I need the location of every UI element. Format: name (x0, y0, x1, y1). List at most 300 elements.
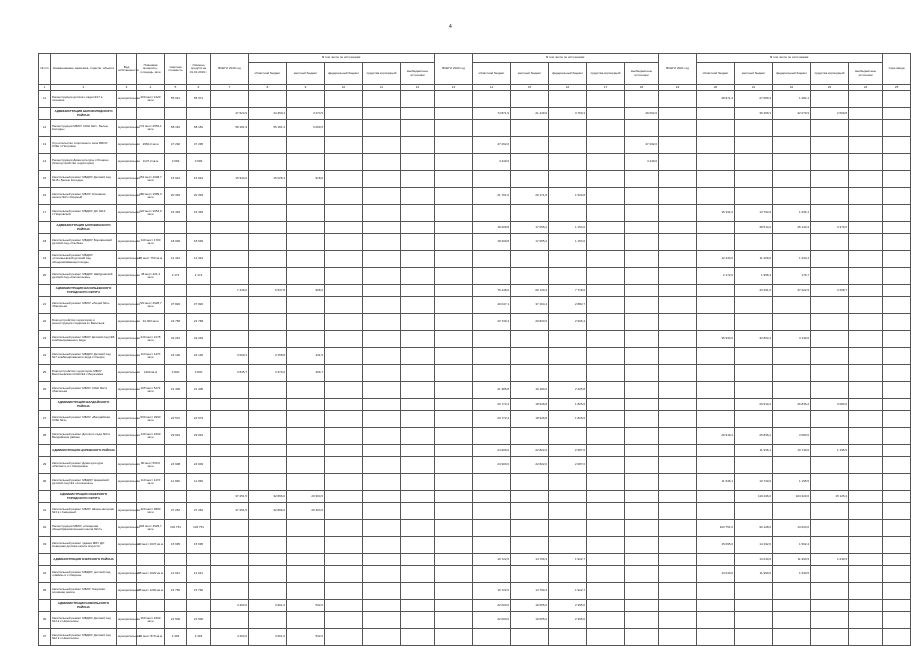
row-num (39, 491, 51, 503)
amount-cell (587, 428, 625, 445)
amount-cell: 14 799,3 (511, 554, 549, 566)
amount-cell: 45 143,4 (773, 222, 811, 234)
amount-cell (773, 411, 811, 428)
amount-cell (363, 566, 401, 583)
column-number: 2 (51, 85, 117, 91)
ownership-cell: муниципальная (117, 331, 137, 348)
row-num: 14 (39, 154, 51, 171)
ostatok-cell: 15 760 (187, 583, 211, 600)
amount-cell (625, 612, 659, 629)
amount-cell: 36 459,3 (735, 108, 773, 120)
amount-cell (549, 137, 587, 154)
amount-cell (735, 188, 773, 205)
capacity-cell: 200 мест 2120 кв.м (137, 91, 165, 108)
amount-cell (249, 331, 287, 348)
amount-cell: 15 944,0 (211, 171, 249, 188)
object-name: Капитальный ремонт МБДОУ Детский сад №7 комбинированного вида с.Озерки (51, 348, 117, 365)
amount-cell (849, 445, 883, 457)
amount-cell (435, 583, 473, 600)
amount-cell (435, 566, 473, 583)
amount-cell: 18 209,8 (473, 222, 511, 234)
amount-cell (625, 554, 659, 566)
amount-cell (435, 331, 473, 348)
section-row (39, 600, 911, 612)
table-row (39, 91, 911, 108)
amount-cell (363, 331, 401, 348)
amount-cell: 1 825,6 (549, 411, 587, 428)
section-title: АДМИНИСТРАЦИЯ БОРОВИНСКОГО РАЙОНА (51, 222, 117, 234)
amount-cell (659, 537, 697, 554)
capacity-cell: 110 мест 1170 кв.м (137, 474, 165, 491)
amount-cell (363, 108, 401, 120)
amount-cell: 3 379,0 (249, 365, 287, 382)
empty-cell (187, 554, 211, 566)
amount-cell (883, 205, 911, 222)
amount-cell (363, 612, 401, 629)
amount-cell (325, 365, 363, 382)
amount-cell (435, 445, 473, 457)
row-num: 25 (39, 365, 51, 382)
header-name: Наименование заказчика, отрасли, объекта (51, 54, 117, 85)
amount-cell (325, 566, 363, 583)
amount-cell (697, 600, 735, 612)
amount-cell (211, 612, 249, 629)
capacity-cell: 120 мест 2054,9 кв.м (137, 205, 165, 222)
page-number: 4 (449, 24, 452, 30)
object-name: Капитальный ремонт МБДОУ «Соловьевский детский сад общеразвивающего вида» (51, 251, 117, 268)
row-num: 13 (39, 137, 51, 154)
amount-cell (849, 268, 883, 285)
amount-cell (211, 537, 249, 554)
amount-cell (401, 120, 435, 137)
object-name: Реконструкция МБОУ СОШ №2 г. Белые Колодцы (51, 120, 117, 137)
amount-cell (697, 108, 735, 120)
amount-cell (287, 268, 325, 285)
row-num (39, 108, 51, 120)
capacity-cell: 772 мест 2054,1 кв.м (137, 120, 165, 137)
amount-cell (549, 537, 587, 554)
smeta-cell: 3 840 (165, 365, 187, 382)
amount-cell (549, 474, 587, 491)
row-num: 33 (39, 537, 51, 554)
amount-cell (287, 222, 325, 234)
empty-cell (117, 445, 137, 457)
column-number: 12 (401, 85, 435, 91)
object-name: Капитальный ремонт Дома культуры «Рассвет» в с.Смирновка (51, 457, 117, 474)
amount-cell (659, 314, 697, 331)
amount-cell (435, 554, 473, 566)
amount-cell (363, 222, 401, 234)
ostatok-cell: 55 071 (187, 91, 211, 108)
table-row (39, 251, 911, 268)
empty-cell (137, 491, 165, 503)
object-name: Капитальный ремонт МБОУ Озерская основная школа (51, 583, 117, 600)
amount-cell (811, 348, 849, 365)
amount-cell: 28 971,4 (697, 91, 735, 108)
header-smeta: Сметная стоимость (165, 54, 187, 85)
amount-cell (849, 154, 883, 171)
object-name: Капитальный ремонт МБДОУ ДС №14 с.Покровский (51, 205, 117, 222)
amount-cell (435, 457, 473, 474)
ownership-cell: муниципальная (117, 503, 137, 520)
header-src-oblast: областной бюджет (697, 63, 735, 85)
amount-cell (401, 503, 435, 520)
amount-cell (587, 457, 625, 474)
amount-cell (849, 583, 883, 600)
amount-cell: 14 192,6 (735, 537, 773, 554)
table-row (39, 137, 911, 154)
amount-cell (325, 491, 363, 503)
amount-cell (849, 137, 883, 154)
object-name: Капитальный ремонт МБДОУ Царевский детский сад №1 «Солнышко» (51, 474, 117, 491)
amount-cell (211, 137, 249, 154)
amount-cell (587, 520, 625, 537)
amount-cell (811, 365, 849, 382)
amount-cell (735, 503, 773, 520)
object-name: Реконструкция МБОУ «Северная общеобразовательная школа №17» (51, 520, 117, 537)
amount-cell (849, 503, 883, 520)
ownership-cell: муниципальная (117, 566, 137, 583)
amount-cell (511, 268, 549, 285)
amount-cell (511, 154, 549, 171)
amount-cell: 22 000,0 (473, 612, 511, 629)
amount-cell (363, 188, 401, 205)
amount-cell (549, 491, 587, 503)
amount-cell (625, 457, 659, 474)
amount-cell (849, 222, 883, 234)
header-capacity: Плановая мощность, площадь, кв.м (137, 54, 165, 85)
amount-cell (659, 188, 697, 205)
amount-cell: 3 961,0 (249, 629, 287, 646)
amount-cell (883, 629, 911, 646)
table-row (39, 205, 911, 222)
row-num: 30 (39, 474, 51, 491)
amount-cell (435, 120, 473, 137)
ownership-cell: муниципальная (117, 428, 137, 445)
header-src-extra: внебюджетные источники (849, 63, 883, 85)
amount-cell (849, 537, 883, 554)
amount-cell (697, 285, 735, 297)
amount-cell (435, 205, 473, 222)
amount-cell: 532,0 (287, 629, 325, 646)
amount-cell (625, 445, 659, 457)
amount-cell (325, 137, 363, 154)
amount-cell: 3 760,3 (549, 108, 587, 120)
amount-cell (659, 285, 697, 297)
amount-cell (697, 445, 735, 457)
amount-cell: 32 896,0 (249, 491, 287, 503)
object-name: Капитальный ремонт МБДОУ Детский сад №4 в с.Никольское (51, 612, 117, 629)
amount-cell: 103 751,0 (697, 520, 735, 537)
ostatok-cell: 37 252 (187, 503, 211, 520)
empty-cell (187, 399, 211, 411)
amount-cell (811, 137, 849, 154)
amount-cell (325, 234, 363, 251)
section-row (39, 285, 911, 297)
amount-cell: 18 209,8 (473, 234, 511, 251)
amount-cell (549, 566, 587, 583)
header-src-federal: федеральный бюджет (549, 63, 587, 85)
amount-cell (473, 503, 511, 520)
header-src-corp: средства корпораций (587, 63, 625, 85)
amount-cell (811, 566, 849, 583)
amount-cell: 1 922,7 (549, 554, 587, 566)
amount-cell (587, 120, 625, 137)
amount-cell: 7 446,0 (211, 285, 249, 297)
amount-cell (363, 382, 401, 399)
ostatok-cell: 24 909 (187, 457, 211, 474)
amount-cell (401, 629, 435, 646)
investment-table (38, 53, 911, 646)
amount-cell (325, 120, 363, 137)
amount-cell (401, 234, 435, 251)
column-number: 16 (549, 85, 587, 91)
amount-cell (625, 120, 659, 137)
amount-cell (773, 171, 811, 188)
amount-cell: 20 833,0 (511, 314, 549, 331)
row-num: 18 (39, 234, 51, 251)
capacity-cell: 42 000 кв.м (137, 314, 165, 331)
amount-cell (363, 600, 401, 612)
amount-cell (325, 108, 363, 120)
amount-cell (659, 91, 697, 108)
amount-cell (773, 457, 811, 474)
amount-cell (211, 474, 249, 491)
amount-cell (401, 137, 435, 154)
amount-cell (325, 91, 363, 108)
amount-cell: 1 154,6 (549, 234, 587, 251)
amount-cell (659, 154, 697, 171)
amount-cell (211, 457, 249, 474)
amount-cell (401, 108, 435, 120)
amount-cell (587, 612, 625, 629)
ostatok-cell: 24 768 (187, 314, 211, 331)
amount-cell: 3 000,5 (287, 120, 325, 137)
header-src-extra: внебюджетные источники (401, 63, 435, 85)
amount-cell (549, 120, 587, 137)
amount-cell (697, 399, 735, 411)
amount-cell (325, 554, 363, 566)
amount-cell (587, 399, 625, 411)
section-title: АДМИНИСТРАЦИЯ НИКОЛЬСКОГО РАЙОНА (51, 600, 117, 612)
amount-cell (883, 365, 911, 382)
amount-cell: 15 431,0 (697, 205, 735, 222)
amount-cell (811, 428, 849, 445)
object-name: Капитальный ремонт МБОУ Детский сад №8 комбинированного вида (51, 331, 117, 348)
empty-cell (187, 600, 211, 612)
amount-cell: 2 087,0 (549, 457, 587, 474)
amount-cell (511, 520, 549, 537)
amount-cell (549, 205, 587, 222)
empty-cell (187, 222, 211, 234)
amount-cell (773, 120, 811, 137)
amount-cell (435, 171, 473, 188)
amount-cell (549, 268, 587, 285)
amount-cell (697, 382, 735, 399)
header-total-2019: ВСЕГО 2019 год (211, 54, 249, 85)
header-srok: Срок ввода (883, 54, 911, 85)
amount-cell (811, 629, 849, 646)
ostatok-cell: 15 493 (187, 205, 211, 222)
row-num: 17 (39, 205, 51, 222)
column-number: 1 (39, 85, 51, 91)
amount-cell (249, 399, 287, 411)
section-row (39, 491, 911, 503)
amount-cell: 532,0 (287, 600, 325, 612)
amount-cell (211, 566, 249, 583)
amount-cell: 37 251,5 (211, 491, 249, 503)
amount-cell (401, 457, 435, 474)
amount-cell (435, 154, 473, 171)
amount-cell: 13 623,0 (773, 520, 811, 537)
amount-cell (249, 314, 287, 331)
table-row (39, 411, 911, 428)
amount-cell (435, 188, 473, 205)
amount-cell (435, 365, 473, 382)
amount-cell: 7 718,6 (549, 285, 587, 297)
amount-cell (511, 428, 549, 445)
amount-cell (587, 171, 625, 188)
amount-cell (401, 566, 435, 583)
amount-cell (811, 268, 849, 285)
object-name: Капитальный ремонт МБОУ «Валдайская СОШ №1» (51, 411, 117, 428)
amount-cell (697, 171, 735, 188)
empty-cell (117, 285, 137, 297)
empty-cell (187, 108, 211, 120)
amount-cell (249, 520, 287, 537)
amount-cell: 48 514,0 (735, 222, 773, 234)
amount-cell (773, 154, 811, 171)
amount-cell (625, 251, 659, 268)
table-row (39, 120, 911, 137)
amount-cell (325, 428, 363, 445)
ostatok-cell: 32 249 (187, 331, 211, 348)
amount-cell (587, 285, 625, 297)
amount-cell (325, 297, 363, 314)
column-number: 18 (625, 85, 659, 91)
row-num: 37 (39, 629, 51, 646)
ownership-cell: муниципальная (117, 411, 137, 428)
row-num: 22 (39, 314, 51, 331)
table-row (39, 348, 911, 365)
amount-cell (659, 612, 697, 629)
amount-cell (435, 629, 473, 646)
amount-cell (401, 411, 435, 428)
capacity-cell: 110 мест 1470 кв.м (137, 348, 165, 365)
amount-cell: 1 282,1 (773, 91, 811, 108)
amount-cell (401, 537, 435, 554)
amount-cell (435, 222, 473, 234)
amount-cell (883, 297, 911, 314)
column-number: 7 (211, 85, 249, 91)
amount-cell: 20 304,5 (287, 503, 325, 520)
amount-cell (211, 399, 249, 411)
row-num: 11 (39, 91, 51, 108)
amount-cell (287, 234, 325, 251)
header-src-corp: средства корпораций (811, 63, 849, 85)
amount-cell (883, 268, 911, 285)
amount-cell (287, 137, 325, 154)
ostatok-cell: 37 820 (187, 297, 211, 314)
section-title: АДМИНИСТРАЦИЯ ВАЛДАЙСКОГО РАЙОНА (51, 399, 117, 411)
amount-cell (473, 91, 511, 108)
amount-cell (587, 537, 625, 554)
amount-cell (435, 411, 473, 428)
amount-cell (401, 399, 435, 411)
amount-cell (325, 285, 363, 297)
amount-cell (511, 629, 549, 646)
empty-cell (187, 445, 211, 457)
amount-cell: 29 919,2 (697, 428, 735, 445)
amount-cell: 3 268,7 (811, 285, 849, 297)
amount-cell: 3 158,8 (249, 348, 287, 365)
section-row (39, 222, 911, 234)
amount-cell (883, 285, 911, 297)
amount-cell: 18 946,8 (511, 411, 549, 428)
amount-cell (249, 428, 287, 445)
amount-cell (363, 348, 401, 365)
capacity-cell: 220 мест 3890 кв.м (137, 503, 165, 520)
amount-cell (587, 268, 625, 285)
amount-cell (211, 234, 249, 251)
column-number: 4 (137, 85, 165, 91)
amount-cell (773, 137, 811, 154)
amount-cell (287, 457, 325, 474)
amount-cell (587, 154, 625, 171)
amount-cell: 1 502,4 (773, 537, 811, 554)
amount-cell: 21 385,8 (473, 382, 511, 399)
ostatok-cell: 15 695 (187, 537, 211, 554)
amount-cell (849, 428, 883, 445)
amount-cell (625, 474, 659, 491)
amount-cell (249, 91, 287, 108)
table-body (39, 85, 911, 646)
smeta-cell: 58 181 (165, 120, 187, 137)
amount-cell: 11 936,1 (735, 445, 773, 457)
amount-cell (849, 411, 883, 428)
amount-cell (625, 205, 659, 222)
header-src-federal: федеральный бюджет (325, 63, 363, 85)
smeta-cell: 32 244 (165, 331, 187, 348)
amount-cell (659, 474, 697, 491)
smeta-cell: 12 641 (165, 566, 187, 583)
amount-cell (287, 612, 325, 629)
table-row (39, 583, 911, 600)
amount-cell: 27 689,3 (735, 91, 773, 108)
table-row (39, 234, 911, 251)
amount-cell (735, 137, 773, 154)
smeta-cell: 2 172 (165, 268, 187, 285)
amount-cell (401, 205, 435, 222)
amount-cell (549, 365, 587, 382)
amount-cell: 4 493,0 (211, 600, 249, 612)
object-name: Капитальный ремонт Детского сада №3 в Валдайском районе (51, 428, 117, 445)
amount-cell (211, 205, 249, 222)
amount-cell (211, 445, 249, 457)
amount-cell (697, 583, 735, 600)
amount-cell (849, 331, 883, 348)
row-num: 29 (39, 457, 51, 474)
amount-cell (659, 411, 697, 428)
amount-cell (211, 382, 249, 399)
amount-cell (735, 120, 773, 137)
amount-cell (287, 314, 325, 331)
object-name: Капитальный ремонт здания МБУ ДО Северная детская школа искусств (51, 537, 117, 554)
amount-cell: 19 180,0 (511, 382, 549, 399)
ownership-cell: муниципальная (117, 251, 137, 268)
row-num: 21 (39, 297, 51, 314)
object-name: Капитальный ремонт МБДОУ Детский сад №15 г.Белые Колодцы (51, 171, 117, 188)
